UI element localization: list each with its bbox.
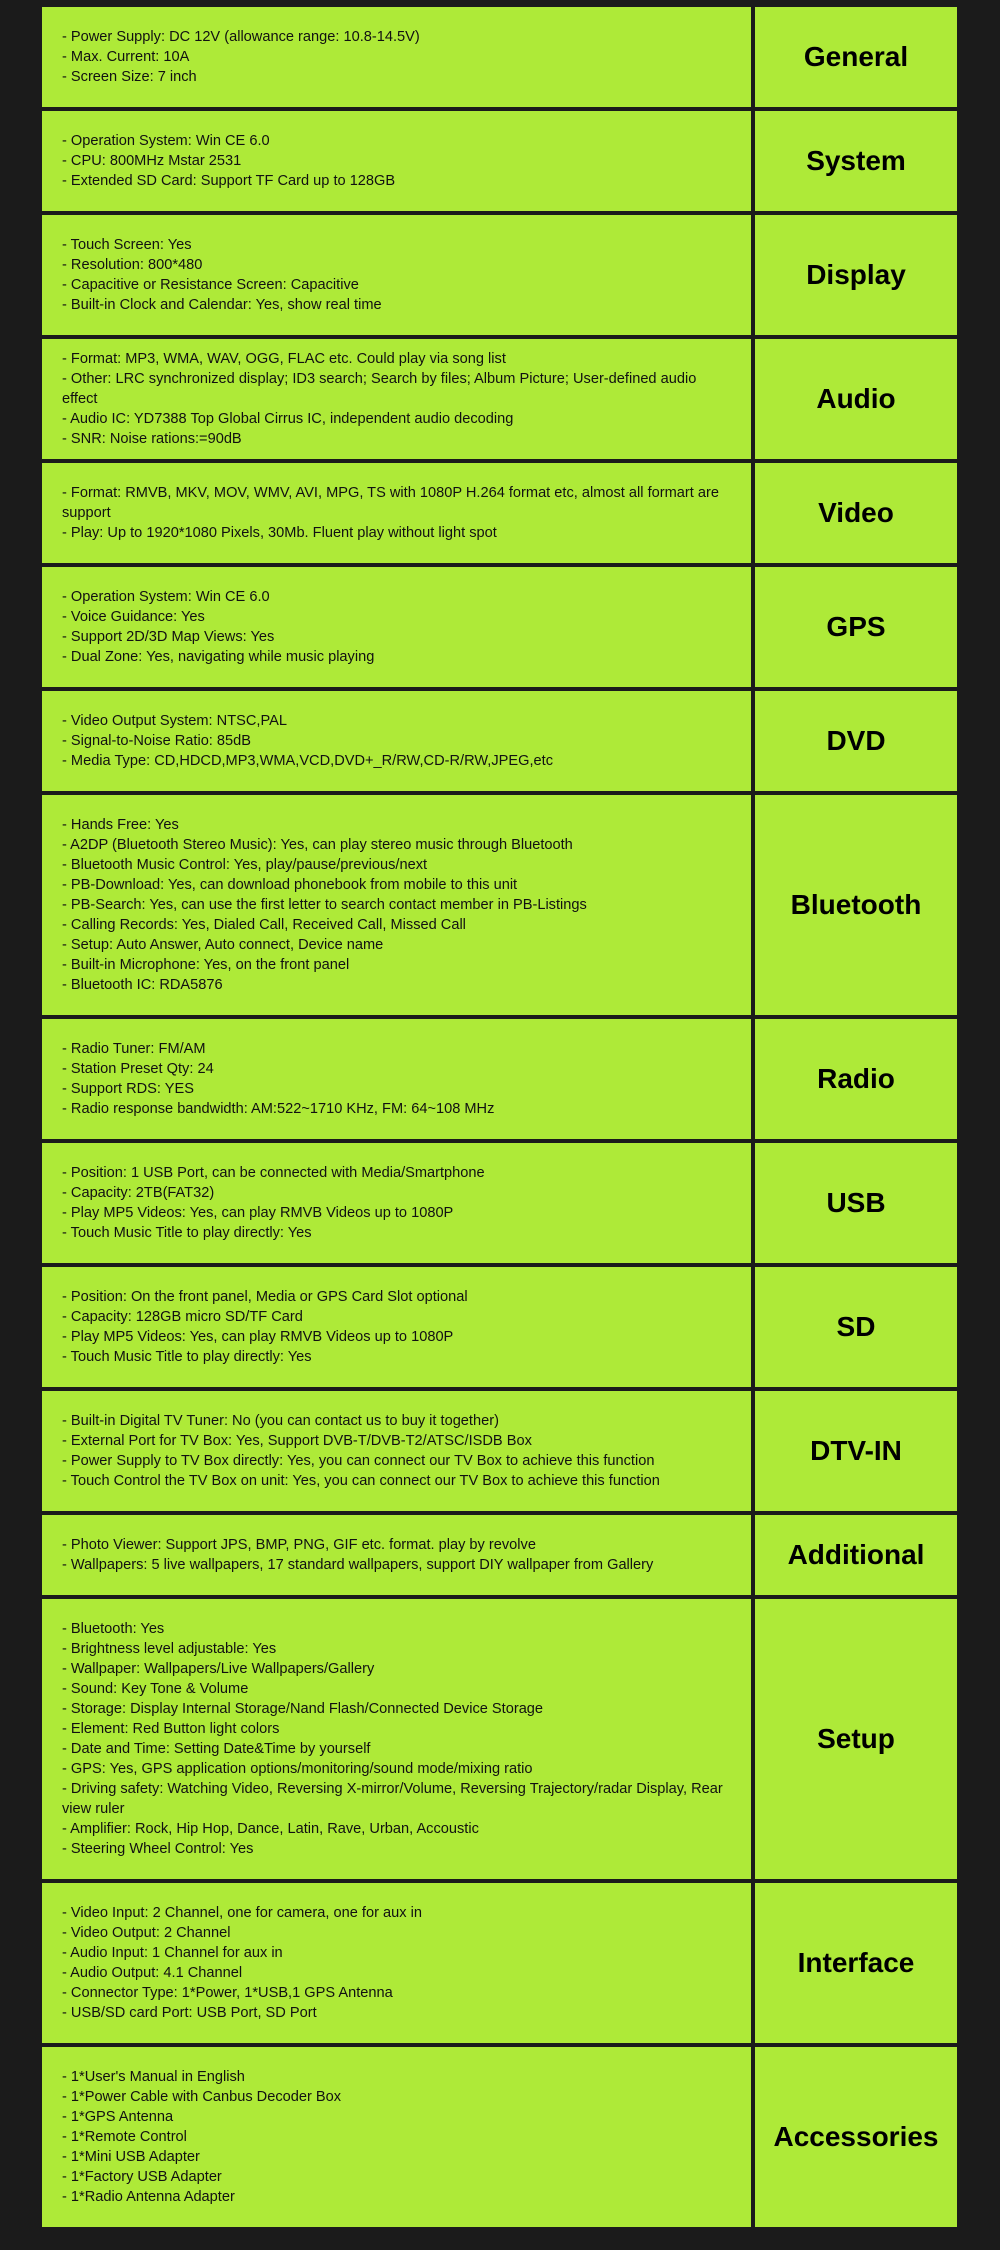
spec-line: - Touch Control the TV Box on unit: Yes, you can connect our TV Box to achieve this function [62, 1473, 660, 1489]
spec-line: - Video Output System: NTSC,PAL [62, 713, 287, 729]
spec-row-bluetooth [42, 795, 957, 1015]
spec-line: - 1*Remote Control [62, 2129, 187, 2145]
spec-line: - Operation System: Win CE 6.0 [62, 589, 270, 605]
spec-line: - Play MP5 Videos: Yes, can play RMVB Videos up to 1080P [62, 1205, 454, 1221]
spec-line: - Touch Music Title to play directly: Yes [62, 1225, 312, 1241]
spec-line: - Format: RMVB, MKV, MOV, WMV, AVI, MPG, TS with 1080P H.264 format etc, almost all formart are support [62, 485, 719, 521]
spec-line: - Touch Screen: Yes [62, 237, 192, 253]
spec-line: - Dual Zone: Yes, navigating while music playing [62, 649, 375, 665]
spec-line: - A2DP (Bluetooth Stereo Music): Yes, can play stereo music through Bluetooth [62, 837, 573, 853]
spec-line: - SNR: Noise rations:=90dB [62, 431, 242, 447]
spec-line: - Operation System: Win CE 6.0 [62, 133, 270, 149]
spec-line: - Brightness level adjustable: Yes [62, 1641, 277, 1657]
spec-line: - USB/SD card Port: USB Port, SD Port [62, 2005, 317, 2021]
spec-row-gps [42, 567, 957, 687]
spec-details [42, 111, 751, 211]
spec-line: - Capacity: 2TB(FAT32) [62, 1185, 215, 1201]
spec-details [42, 1515, 751, 1595]
spec-line: - Capacity: 128GB micro SD/TF Card [62, 1309, 303, 1325]
spec-row-display [42, 215, 957, 335]
spec-line: - Voice Guidance: Yes [62, 609, 205, 625]
spec-row-interface [42, 1883, 957, 2043]
spec-line: - Video Input: 2 Channel, one for camera, one for aux in [62, 1905, 422, 1921]
spec-line: - Photo Viewer: Support JPS, BMP, PNG, GIF etc. format. play by revolve [62, 1537, 536, 1553]
spec-label-system: System [755, 111, 957, 211]
spec-details [42, 2047, 751, 2227]
spec-line: - Built-in Clock and Calendar: Yes, show real time [62, 297, 382, 313]
spec-line: - Built-in Digital TV Tuner: No (you can contact us to buy it together) [62, 1413, 499, 1429]
spec-details [42, 1143, 751, 1263]
spec-label-interface: Interface [755, 1883, 957, 2043]
spec-line: - Wallpaper: Wallpapers/Live Wallpapers/Gallery [62, 1661, 375, 1677]
spec-row-dvd [42, 691, 957, 791]
spec-label-audio: Audio [755, 339, 957, 459]
spec-row-system [42, 111, 957, 211]
spec-line: - Amplifier: Rock, Hip Hop, Dance, Latin, Rave, Urban, Accoustic [62, 1821, 479, 1837]
spec-line: - Sound: Key Tone & Volume [62, 1681, 249, 1697]
spec-label-dtv-in: DTV-IN [755, 1391, 957, 1511]
spec-row-additional [42, 1515, 957, 1595]
spec-line: - Element: Red Button light colors [62, 1721, 280, 1737]
spec-line: - Station Preset Qty: 24 [62, 1061, 214, 1077]
spec-line: - Connector Type: 1*Power, 1*USB,1 GPS Antenna [62, 1985, 393, 2001]
spec-details [42, 691, 751, 791]
spec-label-gps: GPS [755, 567, 957, 687]
spec-line: - Hands Free: Yes [62, 817, 179, 833]
spec-label-radio: Radio [755, 1019, 957, 1139]
spec-row-usb [42, 1143, 957, 1263]
spec-line: - Video Output: 2 Channel [62, 1925, 231, 1941]
spec-line: - Storage: Display Internal Storage/Nand Flash/Connected Device Storage [62, 1701, 544, 1717]
spec-line: - Date and Time: Setting Date&Time by yourself [62, 1741, 371, 1757]
spec-line: - Position: On the front panel, Media or GPS Card Slot optional [62, 1289, 468, 1305]
spec-line: - Wallpapers: 5 live wallpapers, 17 standard wallpapers, support DIY wallpaper from Gallery [62, 1557, 654, 1573]
spec-details [42, 1883, 751, 2043]
spec-line: - Steering Wheel Control: Yes [62, 1841, 254, 1857]
spec-line: - PB-Download: Yes, can download phonebook from mobile to this unit [62, 877, 518, 893]
spec-line: - Screen Size: 7 inch [62, 69, 197, 85]
spec-line: - Support RDS: YES [62, 1081, 194, 1097]
spec-details [42, 463, 751, 563]
spec-line: - Audio Input: 1 Channel for aux in [62, 1945, 283, 1961]
spec-line: - GPS: Yes, GPS application options/monitoring/sound mode/mixing ratio [62, 1761, 533, 1777]
spec-label-accessories: Accessories [755, 2047, 957, 2227]
spec-row-dtv-in [42, 1391, 957, 1511]
spec-label-video: Video [755, 463, 957, 563]
spec-details [42, 1599, 751, 1879]
spec-details [42, 567, 751, 687]
spec-line: - Power Supply to TV Box directly: Yes, you can connect our TV Box to achieve this function [62, 1453, 655, 1469]
spec-label-setup: Setup [755, 1599, 957, 1879]
spec-line: - Bluetooth: Yes [62, 1621, 165, 1637]
spec-line: - Support 2D/3D Map Views: Yes [62, 629, 275, 645]
spec-details [42, 7, 751, 107]
spec-line: - PB-Search: Yes, can use the first letter to search contact member in PB-Listings [62, 897, 587, 913]
spec-line: - Signal-to-Noise Ratio: 85dB [62, 733, 251, 749]
spec-line: - Radio response bandwidth: AM:522~1710 KHz, FM: 64~108 MHz [62, 1101, 495, 1117]
spec-line: - Resolution: 800*480 [62, 257, 203, 273]
spec-line: - 1*Radio Antenna Adapter [62, 2189, 235, 2205]
spec-line: - 1*Mini USB Adapter [62, 2149, 200, 2165]
spec-label-sd: SD [755, 1267, 957, 1387]
spec-row-radio [42, 1019, 957, 1139]
spec-row-general [42, 7, 957, 107]
spec-label-display: Display [755, 215, 957, 335]
spec-line: - Max. Current: 10A [62, 49, 190, 65]
spec-line: - Format: MP3, WMA, WAV, OGG, FLAC etc. Could play via song list [62, 351, 506, 367]
spec-line: - Power Supply: DC 12V (allowance range: 10.8-14.5V) [62, 29, 420, 45]
spec-line: - Play MP5 Videos: Yes, can play RMVB Videos up to 1080P [62, 1329, 454, 1345]
spec-line: - Built-in Microphone: Yes, on the front panel [62, 957, 350, 973]
spec-label-bluetooth: Bluetooth [755, 795, 957, 1015]
spec-row-sd [42, 1267, 957, 1387]
spec-line: - CPU: 800MHz Mstar 2531 [62, 153, 242, 169]
spec-line: - Capacitive or Resistance Screen: Capacitive [62, 277, 359, 293]
spec-line: - 1*User's Manual in English [62, 2069, 245, 2085]
spec-label-additional: Additional [755, 1515, 957, 1595]
spec-line: - External Port for TV Box: Yes, Support DVB-T/DVB-T2/ATSC/ISDB Box [62, 1433, 532, 1449]
spec-table [42, 7, 957, 2231]
spec-details [42, 215, 751, 335]
spec-line: - Other: LRC synchronized display; ID3 search; Search by files; Album Picture; User-defined audio effect [62, 371, 697, 407]
spec-line: - Bluetooth Music Control: Yes, play/pause/previous/next [62, 857, 428, 873]
spec-line: - Audio Output: 4.1 Channel [62, 1965, 243, 1981]
spec-line: - Position: 1 USB Port, can be connected with Media/Smartphone [62, 1165, 485, 1181]
spec-line: - Touch Music Title to play directly: Yes [62, 1349, 312, 1365]
spec-line: - Play: Up to 1920*1080 Pixels, 30Mb. Fluent play without light spot [62, 525, 497, 541]
spec-line: - Driving safety: Watching Video, Reversing X-mirror/Volume, Reversing Trajectory/radar Display, Rear view ruler [62, 1781, 723, 1817]
spec-label-general: General [755, 7, 957, 107]
spec-line: - Extended SD Card: Support TF Card up to 128GB [62, 173, 396, 189]
spec-row-setup [42, 1599, 957, 1879]
spec-details [42, 1019, 751, 1139]
spec-row-audio [42, 339, 957, 459]
spec-line: - Bluetooth IC: RDA5876 [62, 977, 223, 993]
spec-details [42, 1391, 751, 1511]
spec-line: - Calling Records: Yes, Dialed Call, Received Call, Missed Call [62, 917, 466, 933]
spec-line: - 1*GPS Antenna [62, 2109, 174, 2125]
spec-line: - 1*Factory USB Adapter [62, 2169, 222, 2185]
spec-line: - Media Type: CD,HDCD,MP3,WMA,VCD,DVD+_R/RW,CD-R/RW,JPEG,etc [62, 753, 554, 769]
spec-line: - 1*Power Cable with Canbus Decoder Box [62, 2089, 342, 2105]
spec-line: - Radio Tuner: FM/AM [62, 1041, 206, 1057]
spec-row-accessories [42, 2047, 957, 2227]
spec-details [42, 795, 751, 1015]
spec-details [42, 1267, 751, 1387]
spec-line: - Setup: Auto Answer, Auto connect, Device name [62, 937, 384, 953]
spec-label-dvd: DVD [755, 691, 957, 791]
spec-line: - Audio IC: YD7388 Top Global Cirrus IC, independent audio decoding [62, 411, 514, 427]
spec-row-video [42, 463, 957, 563]
spec-details [42, 339, 751, 459]
spec-label-usb: USB [755, 1143, 957, 1263]
